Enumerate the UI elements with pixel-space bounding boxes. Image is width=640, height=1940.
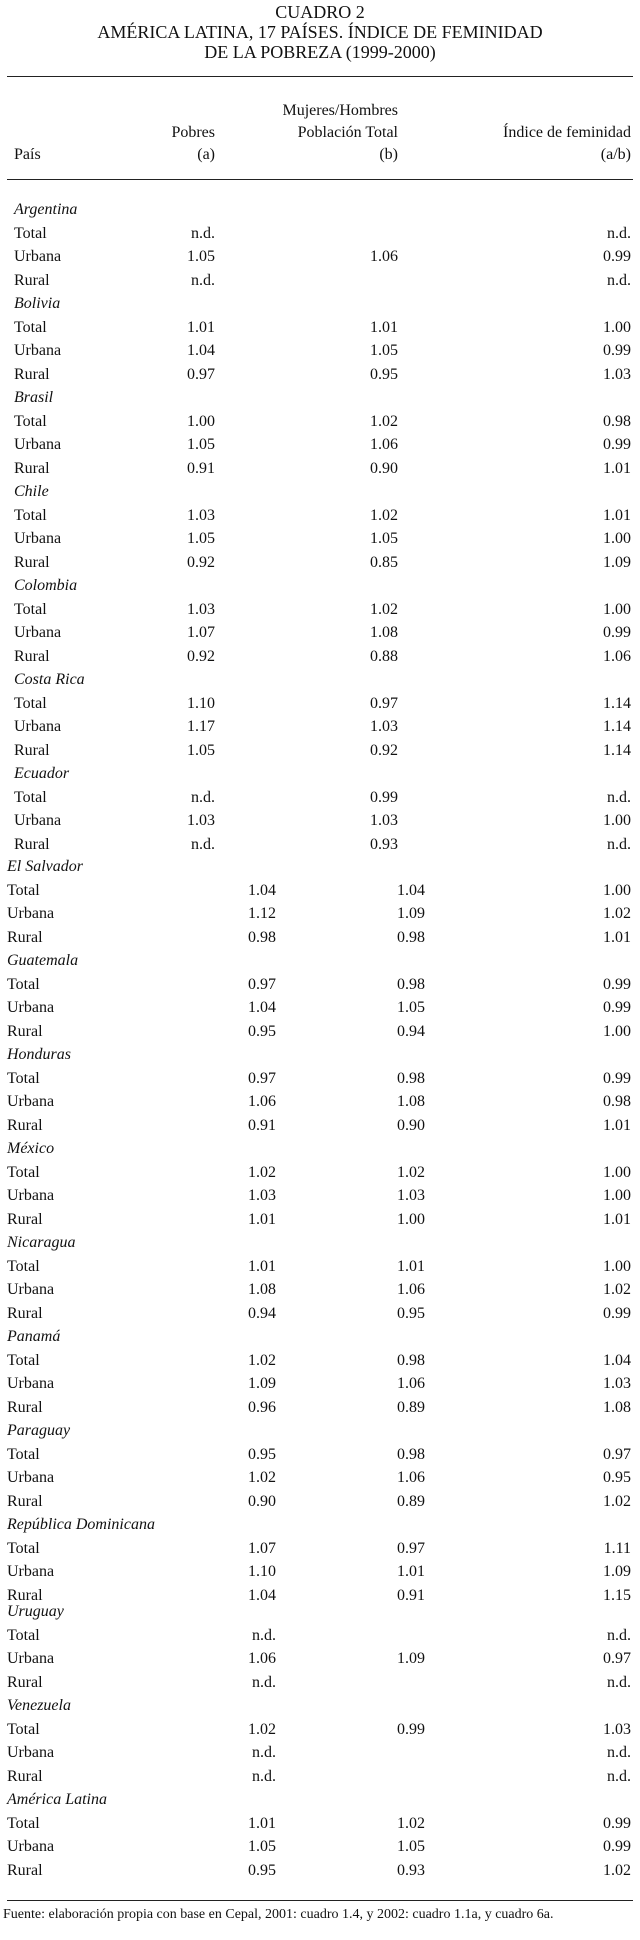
country-name: Nicaragua [7, 1234, 76, 1251]
row-area-label: Urbana [7, 905, 55, 922]
row-area-label: Rural [14, 459, 50, 477]
cell-indice: 0.99 [603, 1304, 631, 1322]
cell-indice: n.d. [607, 835, 631, 853]
cell-indice: 1.01 [603, 506, 631, 524]
cell-pobres: 1.02 [248, 1720, 276, 1738]
cell-poblacion: 1.05 [397, 999, 425, 1016]
cell-indice: 0.99 [603, 248, 631, 265]
cell-pobres: 1.04 [187, 342, 215, 359]
cell-indice: 1.02 [603, 1861, 631, 1879]
cell-poblacion: 1.05 [397, 1838, 425, 1855]
row-area-label: Urbana [7, 1838, 55, 1855]
cell-poblacion: 0.94 [397, 1022, 425, 1040]
cell-pobres: n.d. [191, 224, 215, 242]
cell-poblacion: 1.02 [370, 506, 398, 524]
cell-poblacion: 0.99 [370, 788, 398, 806]
cell-indice: 1.01 [603, 928, 631, 946]
row-area-label: Rural [14, 553, 50, 571]
cell-pobres: 1.05 [187, 741, 215, 759]
cell-pobres: 1.01 [248, 1814, 276, 1832]
cell-indice: 1.02 [603, 1281, 631, 1298]
cell-pobres: 1.03 [187, 600, 215, 618]
cell-indice: 1.03 [603, 1720, 631, 1738]
header-mh-label: Mujeres/Hombres [282, 102, 398, 119]
bottom-rule [7, 1900, 633, 1901]
row-area-label: Total [14, 600, 47, 618]
header-pobres-code: (a) [197, 146, 215, 163]
row-area-label: Rural [7, 1022, 43, 1040]
cell-pobres: 0.92 [187, 553, 215, 571]
cell-indice: 1.01 [603, 459, 631, 477]
cell-poblacion: 0.97 [370, 694, 398, 712]
cell-poblacion: 0.89 [397, 1492, 425, 1510]
row-area-label: Urbana [14, 624, 62, 641]
row-area-label: Total [14, 318, 47, 336]
cell-pobres: 0.97 [248, 975, 276, 993]
row-area-label: Total [14, 694, 47, 712]
row-area-label: Urbana [7, 1187, 55, 1204]
row-area-label: Total [14, 412, 47, 430]
cell-indice: 1.14 [603, 741, 631, 759]
country-name: México [7, 1140, 55, 1157]
cell-poblacion: 1.01 [397, 1563, 425, 1580]
country-name: Costa Rica [14, 671, 85, 688]
cell-poblacion: 1.08 [397, 1093, 425, 1110]
row-area-label: Total [14, 224, 47, 242]
cell-indice: 1.09 [603, 553, 631, 571]
cell-indice: 1.00 [603, 881, 631, 899]
row-area-label: Rural [7, 1586, 43, 1604]
cell-pobres: 1.05 [187, 248, 215, 265]
row-area-label: Total [7, 1351, 40, 1369]
cell-indice: 1.00 [603, 600, 631, 618]
cell-poblacion: 1.06 [397, 1375, 425, 1392]
header-pais: País [14, 146, 41, 163]
row-area-label: Urbana [7, 1650, 55, 1667]
cell-indice: 1.00 [603, 1163, 631, 1181]
cell-pobres: 0.98 [248, 928, 276, 946]
header-mh-sub: Población Total [297, 124, 398, 141]
cell-indice: 1.06 [603, 647, 631, 665]
country-name: Uruguay [7, 1603, 64, 1620]
cell-indice: 0.99 [603, 436, 631, 453]
country-name: Honduras [7, 1046, 72, 1063]
cell-poblacion: 0.98 [397, 928, 425, 946]
cell-pobres: 0.91 [248, 1116, 276, 1134]
cell-poblacion: 1.02 [397, 1814, 425, 1832]
cell-indice: n.d. [607, 1744, 631, 1761]
cell-poblacion: 1.06 [397, 1281, 425, 1298]
cell-pobres: n.d. [252, 1673, 276, 1691]
cell-poblacion: 1.06 [370, 248, 398, 265]
cell-pobres: 1.17 [187, 718, 215, 735]
header-rule [7, 179, 633, 180]
cell-indice: 1.09 [603, 1563, 631, 1580]
cell-poblacion: 0.90 [397, 1116, 425, 1134]
cell-indice: n.d. [607, 788, 631, 806]
cell-poblacion: 0.99 [397, 1720, 425, 1738]
cell-poblacion: 1.01 [370, 318, 398, 336]
cell-indice: 1.03 [603, 1375, 631, 1392]
cell-pobres: 1.03 [248, 1187, 276, 1204]
cell-pobres: 0.97 [187, 365, 215, 383]
cell-indice: 1.04 [603, 1351, 631, 1369]
cell-pobres: 0.95 [248, 1022, 276, 1040]
row-area-label: Rural [7, 928, 43, 946]
cell-pobres: 1.03 [187, 812, 215, 829]
cell-indice: 1.14 [603, 694, 631, 712]
row-area-label: Rural [7, 1116, 43, 1134]
cell-poblacion: 1.00 [397, 1210, 425, 1228]
row-area-label: Urbana [7, 999, 55, 1016]
cell-poblacion: 0.98 [397, 1351, 425, 1369]
cell-poblacion: 0.98 [397, 975, 425, 993]
cell-poblacion: 0.95 [397, 1304, 425, 1322]
cell-poblacion: 1.03 [370, 718, 398, 735]
country-name: Venezuela [7, 1697, 71, 1714]
cell-pobres: n.d. [191, 788, 215, 806]
country-name: Brasil [14, 389, 54, 406]
cell-pobres: 1.10 [187, 694, 215, 712]
cell-indice: 1.00 [603, 530, 631, 547]
cell-pobres: 1.05 [248, 1838, 276, 1855]
cell-pobres: 0.91 [187, 459, 215, 477]
row-area-label: Rural [7, 1767, 43, 1785]
row-area-label: Rural [14, 647, 50, 665]
row-area-label: Rural [14, 835, 50, 853]
cell-pobres: 1.07 [187, 624, 215, 641]
cell-pobres: n.d. [191, 835, 215, 853]
country-name: El Salvador [7, 858, 83, 875]
row-area-label: Total [7, 1626, 40, 1644]
cell-poblacion: 0.90 [370, 459, 398, 477]
cell-pobres: 1.00 [187, 412, 215, 430]
cell-indice: 1.02 [603, 1492, 631, 1510]
country-name: Colombia [14, 577, 78, 594]
cell-pobres: n.d. [252, 1767, 276, 1785]
cell-poblacion: 0.89 [397, 1398, 425, 1416]
title-line-2: AMÉRICA LATINA, 17 PAÍSES. ÍNDICE DE FEMINIDAD [97, 22, 543, 42]
cell-indice: 1.00 [603, 812, 631, 829]
title-line-3: DE LA POBREZA (1999-2000) [204, 42, 436, 62]
row-area-label: Total [7, 1069, 40, 1087]
cell-pobres: 0.94 [248, 1304, 276, 1322]
row-area-label: Rural [7, 1673, 43, 1691]
row-area-label: Total [7, 1163, 40, 1181]
country-name: República Dominicana [7, 1516, 155, 1533]
cell-indice: 1.08 [603, 1398, 631, 1416]
cell-indice: 1.15 [603, 1586, 631, 1604]
cell-poblacion: 1.04 [397, 881, 425, 899]
cell-indice: 0.99 [603, 1838, 631, 1855]
country-name: América Latina [7, 1791, 107, 1808]
cell-pobres: 1.06 [248, 1650, 276, 1667]
row-area-label: Urbana [14, 718, 62, 735]
cell-indice: 0.99 [603, 624, 631, 641]
header-mh-code: (b) [379, 146, 398, 163]
header-indice-label: Índice de feminidad [503, 124, 631, 141]
cell-poblacion: 0.98 [397, 1069, 425, 1087]
row-area-label: Urbana [14, 248, 62, 265]
cell-poblacion: 0.88 [370, 647, 398, 665]
cell-indice: 0.97 [603, 1445, 631, 1463]
cell-indice: n.d. [607, 1767, 631, 1785]
cell-pobres: 0.97 [248, 1069, 276, 1087]
cell-pobres: 0.95 [248, 1861, 276, 1879]
cell-pobres: n.d. [252, 1626, 276, 1644]
cell-poblacion: 0.95 [370, 365, 398, 383]
country-name: Guatemala [7, 952, 79, 969]
row-area-label: Rural [7, 1210, 43, 1228]
cell-indice: n.d. [607, 224, 631, 242]
cell-indice: 0.99 [603, 1069, 631, 1087]
cell-pobres: n.d. [191, 271, 215, 289]
row-area-label: Total [7, 881, 40, 899]
row-area-label: Total [7, 1814, 40, 1832]
country-name: Bolivia [14, 295, 61, 312]
cell-indice: 0.97 [603, 1650, 631, 1667]
cell-pobres: 1.01 [248, 1210, 276, 1228]
cell-poblacion: 0.93 [370, 835, 398, 853]
cell-poblacion: 1.03 [370, 812, 398, 829]
row-area-label: Total [7, 1257, 40, 1275]
cell-indice: n.d. [607, 1626, 631, 1644]
title-line-1: CUADRO 2 [275, 2, 365, 22]
cell-indice: n.d. [607, 1673, 631, 1691]
row-area-label: Urbana [14, 812, 62, 829]
top-rule [7, 76, 633, 77]
cell-poblacion: 0.98 [397, 1445, 425, 1463]
cell-indice: 1.00 [603, 1187, 631, 1204]
cell-indice: 1.00 [603, 1022, 631, 1040]
row-area-label: Rural [14, 365, 50, 383]
row-area-label: Urbana [7, 1469, 55, 1486]
row-area-label: Rural [7, 1861, 43, 1879]
cell-poblacion: 0.85 [370, 553, 398, 571]
cell-pobres: 0.90 [248, 1492, 276, 1510]
row-area-label: Urbana [7, 1744, 55, 1761]
country-name: Ecuador [14, 765, 70, 782]
row-area-label: Urbana [14, 530, 62, 547]
country-name: Argentina [14, 201, 78, 218]
cell-indice: 1.01 [603, 1210, 631, 1228]
cell-pobres: 1.01 [187, 318, 215, 336]
cell-indice: 0.95 [603, 1469, 631, 1486]
cell-indice: 1.01 [603, 1116, 631, 1134]
cell-pobres: 1.04 [248, 1586, 276, 1604]
cell-pobres: 1.12 [248, 905, 276, 922]
cell-poblacion: 1.08 [370, 624, 398, 641]
cell-poblacion: 1.02 [397, 1163, 425, 1181]
cell-pobres: n.d. [252, 1744, 276, 1761]
country-name: Paraguay [7, 1422, 71, 1439]
cell-pobres: 1.09 [248, 1375, 276, 1392]
row-area-label: Urbana [7, 1563, 55, 1580]
cell-pobres: 0.96 [248, 1398, 276, 1416]
cell-poblacion: 1.05 [370, 530, 398, 547]
source-footnote: Fuente: elaboración propia con base en Cepal, 2001: cuadro 1.4, y 2002: cuadro 1.1a, y cuadro 6a. [3, 1907, 554, 1922]
cell-poblacion: 1.06 [370, 436, 398, 453]
row-area-label: Rural [14, 741, 50, 759]
cell-poblacion: 1.03 [397, 1187, 425, 1204]
cell-pobres: 1.06 [248, 1093, 276, 1110]
cell-indice: n.d. [607, 271, 631, 289]
cell-poblacion: 0.93 [397, 1861, 425, 1879]
row-area-label: Rural [14, 271, 50, 289]
cell-poblacion: 0.91 [397, 1586, 425, 1604]
cell-indice: 0.98 [603, 1093, 631, 1110]
row-area-label: Total [7, 1445, 40, 1463]
row-area-label: Total [7, 1539, 40, 1557]
row-area-label: Total [7, 975, 40, 993]
cell-pobres: 1.10 [248, 1563, 276, 1580]
cell-indice: 0.99 [603, 999, 631, 1016]
cell-poblacion: 1.09 [397, 1650, 425, 1667]
cell-pobres: 1.08 [248, 1281, 276, 1298]
row-area-label: Urbana [14, 342, 62, 359]
cell-pobres: 0.95 [248, 1445, 276, 1463]
row-area-label: Urbana [7, 1281, 55, 1298]
cell-indice: 0.99 [603, 1814, 631, 1832]
cell-pobres: 1.05 [187, 436, 215, 453]
cell-poblacion: 1.01 [397, 1257, 425, 1275]
cell-indice: 1.14 [603, 718, 631, 735]
cell-indice: 0.99 [603, 975, 631, 993]
cell-poblacion: 1.02 [370, 600, 398, 618]
cell-indice: 1.02 [603, 905, 631, 922]
row-area-label: Urbana [7, 1375, 55, 1392]
row-area-label: Urbana [14, 436, 62, 453]
cell-pobres: 1.02 [248, 1469, 276, 1486]
cell-poblacion: 0.97 [397, 1539, 425, 1557]
cell-indice: 1.03 [603, 365, 631, 383]
row-area-label: Urbana [7, 1093, 55, 1110]
cell-pobres: 1.03 [187, 506, 215, 524]
cell-pobres: 0.92 [187, 647, 215, 665]
cell-pobres: 1.02 [248, 1351, 276, 1369]
cell-poblacion: 1.06 [397, 1469, 425, 1486]
row-area-label: Total [14, 506, 47, 524]
header-indice-code: (a/b) [600, 146, 631, 163]
cell-pobres: 1.05 [187, 530, 215, 547]
row-area-label: Total [7, 1720, 40, 1738]
cell-pobres: 1.01 [248, 1257, 276, 1275]
cell-poblacion: 1.05 [370, 342, 398, 359]
cell-poblacion: 1.09 [397, 905, 425, 922]
row-area-label: Total [14, 788, 47, 806]
cell-indice: 1.00 [603, 318, 631, 336]
cell-pobres: 1.02 [248, 1163, 276, 1181]
row-area-label: Rural [7, 1492, 43, 1510]
cell-indice: 0.99 [603, 342, 631, 359]
cell-indice: 1.11 [603, 1539, 631, 1557]
cell-indice: 0.98 [603, 412, 631, 430]
cell-pobres: 1.04 [248, 999, 276, 1016]
row-area-label: Rural [7, 1304, 43, 1322]
country-name: Panamá [7, 1328, 61, 1345]
cell-pobres: 1.07 [248, 1539, 276, 1557]
cell-pobres: 1.04 [248, 881, 276, 899]
row-area-label: Rural [7, 1398, 43, 1416]
header-pobres-label: Pobres [171, 124, 215, 141]
cell-poblacion: 0.92 [370, 741, 398, 759]
cell-indice: 1.00 [603, 1257, 631, 1275]
cell-poblacion: 1.02 [370, 412, 398, 430]
country-name: Chile [14, 483, 49, 500]
